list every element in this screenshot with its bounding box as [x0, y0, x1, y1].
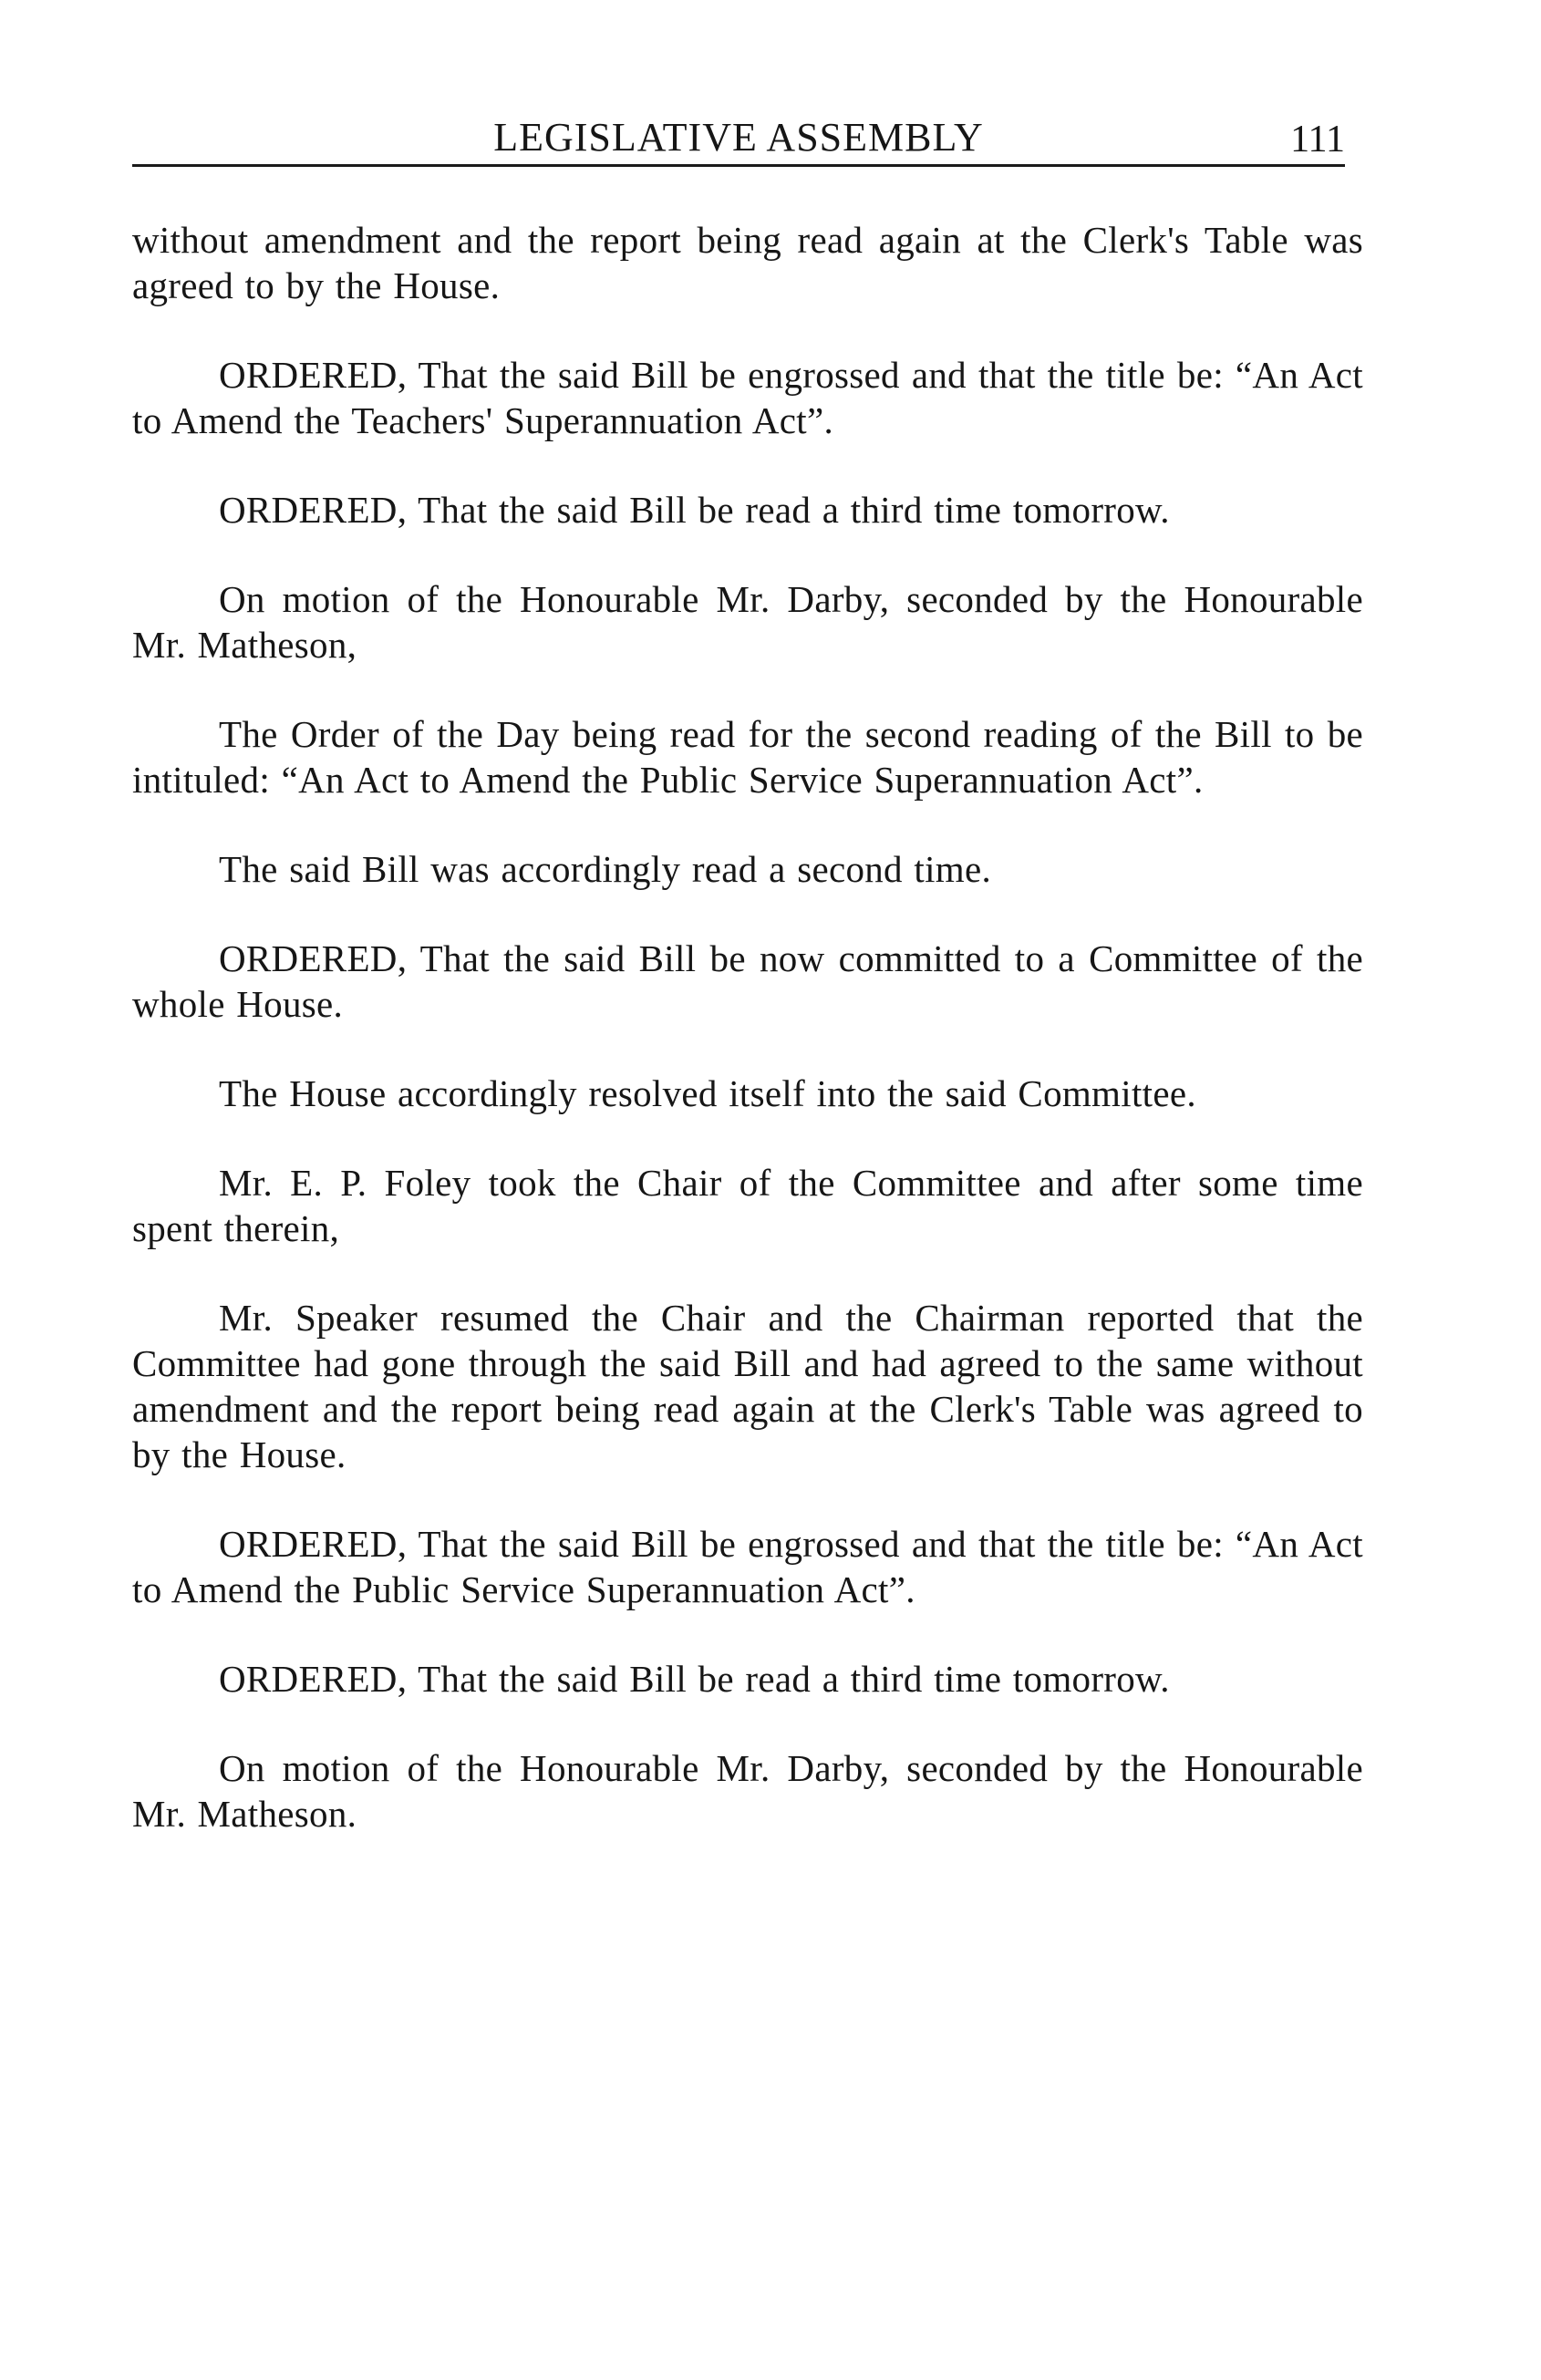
paragraph-ordered-third-reading-2: ORDERED, That the said Bill be read a third time tomorrow. [219, 1658, 1170, 1700]
paragraph-house-resolved: The House accordingly resolved itself into the said Committee. [219, 1072, 1196, 1114]
paragraph-motion: On motion of the Honourable Mr. Darby, seconded by the Honourable Mr. Matheson, [132, 578, 1363, 666]
paragraph-motion-2: On motion of the Honourable Mr. Darby, seconded by the Honourable Mr. Matheson. [132, 1747, 1363, 1835]
paragraph-chair-taken: Mr. E. P. Foley took the Chair of the Committee and after some time spent therein, [132, 1162, 1363, 1249]
body-text [132, 217, 1363, 1837]
page-number: 111 [1290, 119, 1345, 160]
paragraph-ordered-engrossed-2: ORDERED, That the said Bill be engrossed and that the title be: “An Act to Amend the Public Service Superannuation Act”. [132, 1523, 1363, 1610]
paragraph-continuation: without amendment and the report being read again at the Clerk's Table was agreed to by the House. [132, 219, 1363, 306]
paragraph-second-reading: The said Bill was accordingly read a second time. [219, 848, 992, 890]
paragraph-order-of-day: The Order of the Day being read for the second reading of the Bill to be intituled: “An Act to Amend the Public Service Superannuation Act”. [132, 713, 1363, 801]
paragraph-speaker-resumed: Mr. Speaker resumed the Chair and the Chairman reported that the Committee had gone through the said Bill and had agreed to the same without amendment and the report being read again at the Clerk's Table was agreed to by the House. [132, 1297, 1363, 1475]
running-title: LEGISLATIVE ASSEMBLY [493, 115, 984, 160]
paragraph-ordered-committed: ORDERED, That the said Bill be now committed to a Committee of the whole House. [132, 937, 1363, 1025]
paragraph-ordered-engrossed: ORDERED, That the said Bill be engrossed and that the title be: “An Act to Amend the Teachers' Superannuation Act”. [132, 354, 1363, 441]
running-header [132, 108, 1345, 167]
paragraph-ordered-third-reading: ORDERED, That the said Bill be read a third time tomorrow. [219, 489, 1170, 531]
